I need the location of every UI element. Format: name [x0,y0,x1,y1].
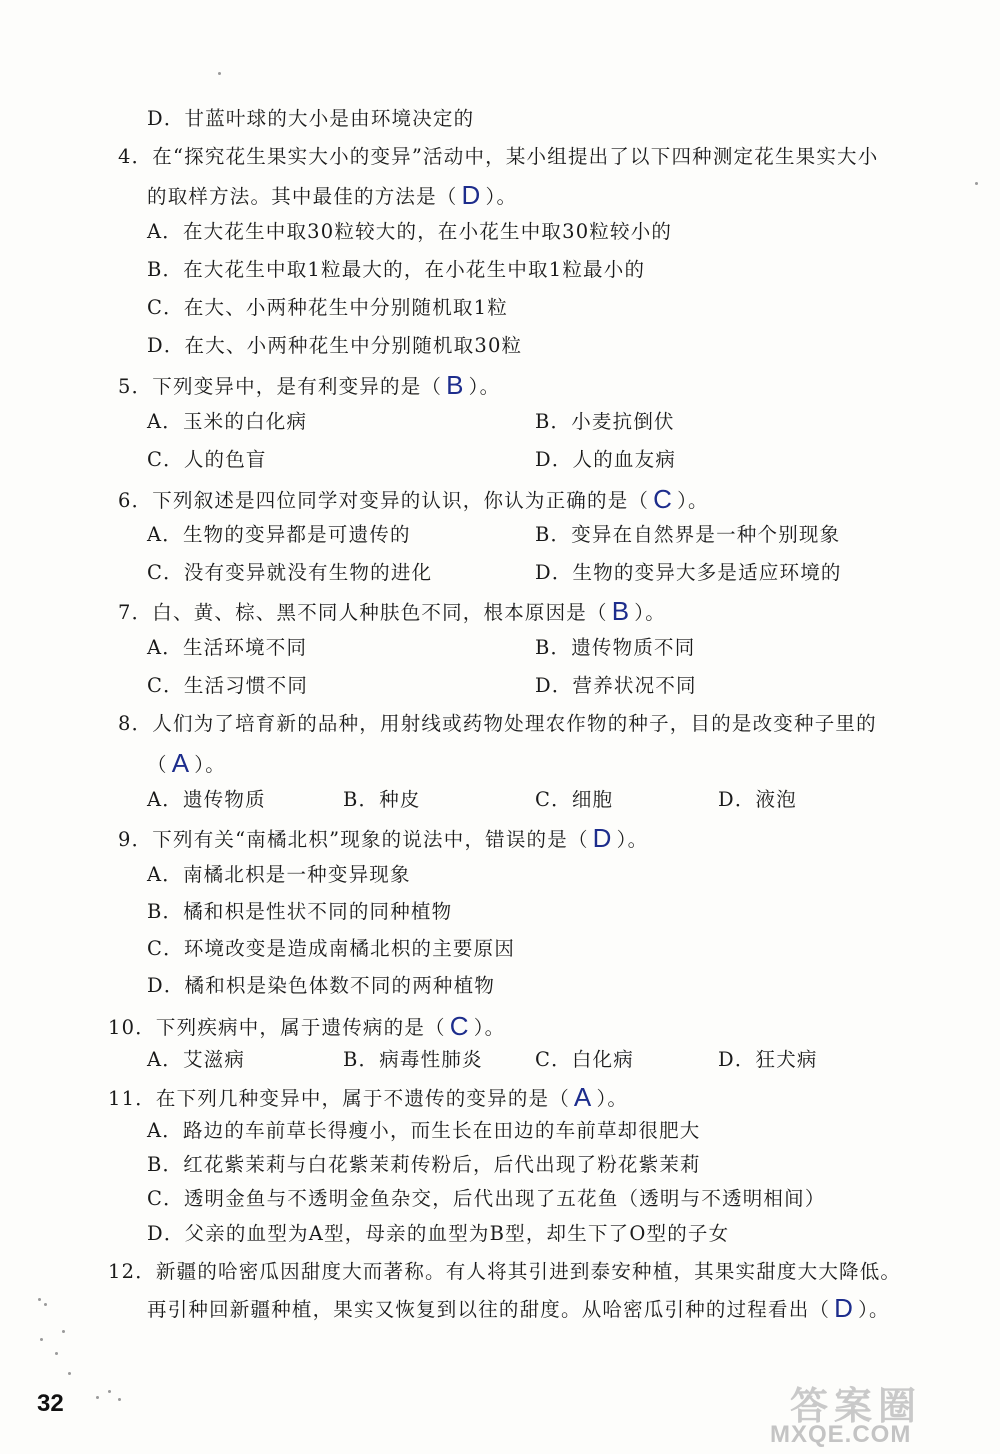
q7-stem: 7．白、黄、棕、黑不同人种肤色不同，根本原因是（ B ）。 [118,596,666,626]
q10-option-d: D．狂犬病 [718,1048,818,1071]
q12-answer: D [834,1293,855,1323]
q10-option-a: A．艾滋病 [147,1048,246,1071]
q4-option-b: B．在大花生中取1粒最大的，在小花生中取1粒最小的 [147,258,646,281]
q5-answer: B [446,370,465,400]
q8-option-d: D．液泡 [718,788,797,811]
q11-option-c: C．透明金鱼与不透明金鱼杂交，后代出现了五花鱼（透明与不透明相间） [147,1187,826,1210]
q11-option-b: B．红花紫茉莉与白花紫茉莉传粉后，后代出现了粉花紫茉莉 [147,1153,701,1176]
q7-option-b: B．遗传物质不同 [535,636,696,659]
q4-option-a: A．在大花生中取30粒较大的，在小花生中取30粒较小的 [147,220,673,243]
q10-option-b: B．病毒性肺炎 [343,1048,483,1071]
q6-stem: 6．下列叙述是四位同学对变异的认识，你认为正确的是（ C ）。 [118,484,709,514]
q7-answer: B [611,596,631,626]
q7-option-c: C．生活习惯不同 [147,674,309,697]
q8-option-c: C．细胞 [535,788,614,811]
watermark [770,1375,990,1450]
q7-option-a: A．生活环境不同 [147,636,308,659]
q10-answer: C [449,1011,470,1041]
q9-answer: D [592,823,613,853]
q6-option-d: D．生物的变异大多是适应环境的 [535,561,842,584]
q9-option-c: C．环境改变是造成南橘北枳的主要原因 [147,937,516,960]
watermark-logo: 答案圈 [790,1384,923,1428]
q5-option-c: C．人的色盲 [147,448,267,471]
q11-option-d: D．父亲的血型为A型，母亲的血型为B型，却生下了O型的子女 [147,1222,730,1245]
q5-option-d: D．人的血友病 [535,448,677,471]
q10-stem: 10．下列疾病中，属于遗传病的是（ C ）。 [108,1011,506,1041]
q8-option-b: B．种皮 [343,788,421,811]
q8-answer: A [171,748,191,778]
q11-answer: A [573,1082,593,1112]
page-number: 32 [37,1390,64,1417]
q10-option-c: C．白化病 [535,1048,634,1071]
q4-stem-cont: 的取样方法。其中最佳的方法是（ D ）。 [147,180,518,210]
q4-stem: 4．在“探究花生果实大小的变异”活动中，某小组提出了以下四种测定花生果实大小 [118,145,879,168]
q12-stem-cont: 再引种回新疆种植，果实又恢复到以往的甜度。从哈密瓜引种的过程看出（ D ）。 [147,1293,890,1323]
q6-answer: C [653,484,674,514]
q7-option-d: D．营养状况不同 [535,674,697,697]
q6-option-b: B．变异在自然界是一种个别现象 [535,523,841,546]
q9-option-d: D．橘和枳是染色体数不同的两种植物 [147,974,496,997]
q8-option-a: A．遗传物质 [147,788,266,811]
q8-stem-cont: （ A ）。 [147,748,226,778]
q4-answer: D [461,180,482,210]
q12-stem: 12．新疆的哈密瓜因甜度大而著称。有人将其引进到泰安种植，其果实甜度大大降低。 [108,1260,902,1283]
q9-option-b: B．橘和枳是性状不同的同种植物 [147,900,453,923]
q3-option-d: D．甘蓝叶球的大小是由环境决定的 [147,107,475,130]
watermark-url: MXQE.COM [770,1421,912,1448]
q4-option-c: C．在大、小两种花生中分别随机取1粒 [147,296,508,319]
q11-option-a: A．路边的车前草长得瘦小，而生长在田边的车前草却很肥大 [147,1119,701,1142]
q5-option-b: B．小麦抗倒伏 [535,410,675,433]
q11-stem: 11．在下列几种变异中，属于不遗传的变异的是（ A ）。 [108,1082,629,1112]
q9-stem: 9．下列有关“南橘北枳”现象的说法中，错误的是（ D ）。 [118,823,649,853]
q4-option-d: D．在大、小两种花生中分别随机取30粒 [147,334,523,357]
q6-option-c: C．没有变异就没有生物的进化 [147,561,433,584]
q8-stem: 8．人们为了培育新的品种，用射线或药物处理农作物的种子，目的是改变种子里的 [118,712,877,735]
q9-option-a: A．南橘北枳是一种变异现象 [147,863,411,886]
q5-option-a: A．玉米的白化病 [147,410,308,433]
q6-option-a: A．生物的变异都是可遗传的 [147,523,411,546]
q5-stem: 5．下列变异中，是有利变异的是（ B ）。 [118,370,501,400]
